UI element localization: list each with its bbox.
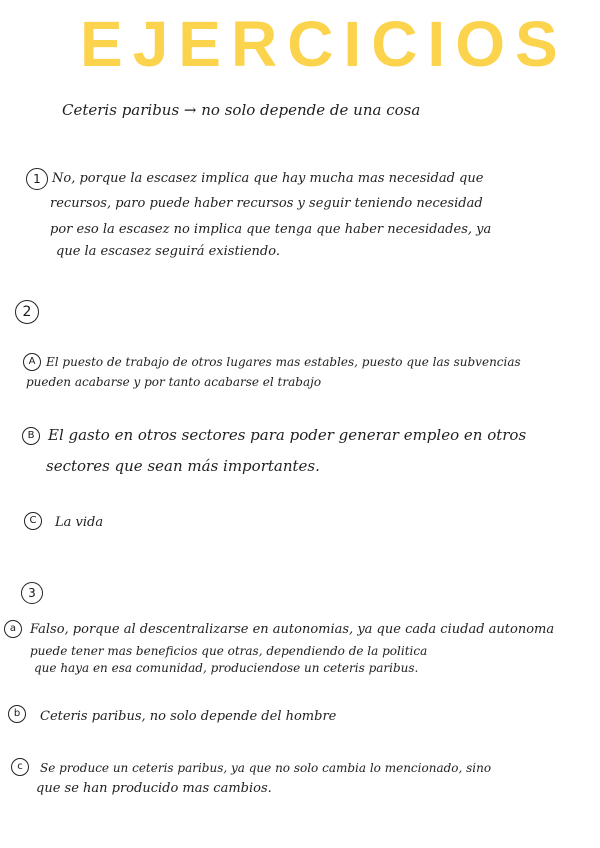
- page-title: EJERCICIOS: [80, 8, 568, 80]
- exercise-2c-line-1: La vida: [55, 515, 104, 530]
- exercise-2b-line-2: sectores que sean más importantes.: [46, 457, 320, 475]
- exercise-2-marker: 2: [15, 300, 39, 324]
- exercise-3a-line-3: que haya en esa comunidad, produciendose un ceteris paribus.: [34, 661, 419, 675]
- exercise-3-marker: 3: [21, 582, 43, 604]
- exercise-2a-marker: A: [23, 353, 41, 371]
- exercise-2c-marker: C: [24, 512, 42, 530]
- exercise-3c-line-1: Se produce un ceteris paribus, ya que no solo cambia lo mencionado, sino: [40, 761, 492, 775]
- exercise-1-line-2: recursos, paro puede haber recursos y seguir teniendo necesidad: [50, 196, 483, 211]
- exercise-3a-line-1: Falso, porque al descentralizarse en autonomias, ya que cada ciudad autonoma: [30, 622, 555, 637]
- exercise-2b-marker: B: [22, 427, 40, 445]
- exercise-1-line-1: No, porque la escasez implica que hay mucha mas necesidad que: [52, 171, 484, 186]
- exercise-3a-line-2: puede tener mas beneficios que otras, dependiendo de la politica: [30, 644, 428, 658]
- exercise-1-marker: 1: [26, 168, 48, 190]
- exercise-1-line-4: que la escasez seguirá existiendo.: [56, 244, 280, 259]
- exercise-2a-line-2: pueden acabarse y por tanto acabarse el trabajo: [26, 375, 322, 389]
- exercise-2a-line-1: El puesto de trabajo de otros lugares mas estables, puesto que las subvencias: [46, 355, 521, 369]
- exercise-3c-line-2: que se han producido mas cambios.: [36, 781, 272, 796]
- exercise-3c-marker: c: [11, 758, 29, 776]
- exercise-3b-line-1: Ceteris paribus, no solo depende del hombre: [40, 709, 337, 724]
- intro-note: Ceteris paribus → no solo depende de una cosa: [62, 101, 421, 119]
- exercise-2b-line-1: El gasto en otros sectores para poder generar empleo en otros: [48, 426, 527, 444]
- exercise-3a-marker: a: [4, 620, 22, 638]
- exercise-1-line-3: por eso la escasez no implica que tenga que haber necesidades, ya: [50, 222, 492, 237]
- exercise-3b-marker: b: [8, 705, 26, 723]
